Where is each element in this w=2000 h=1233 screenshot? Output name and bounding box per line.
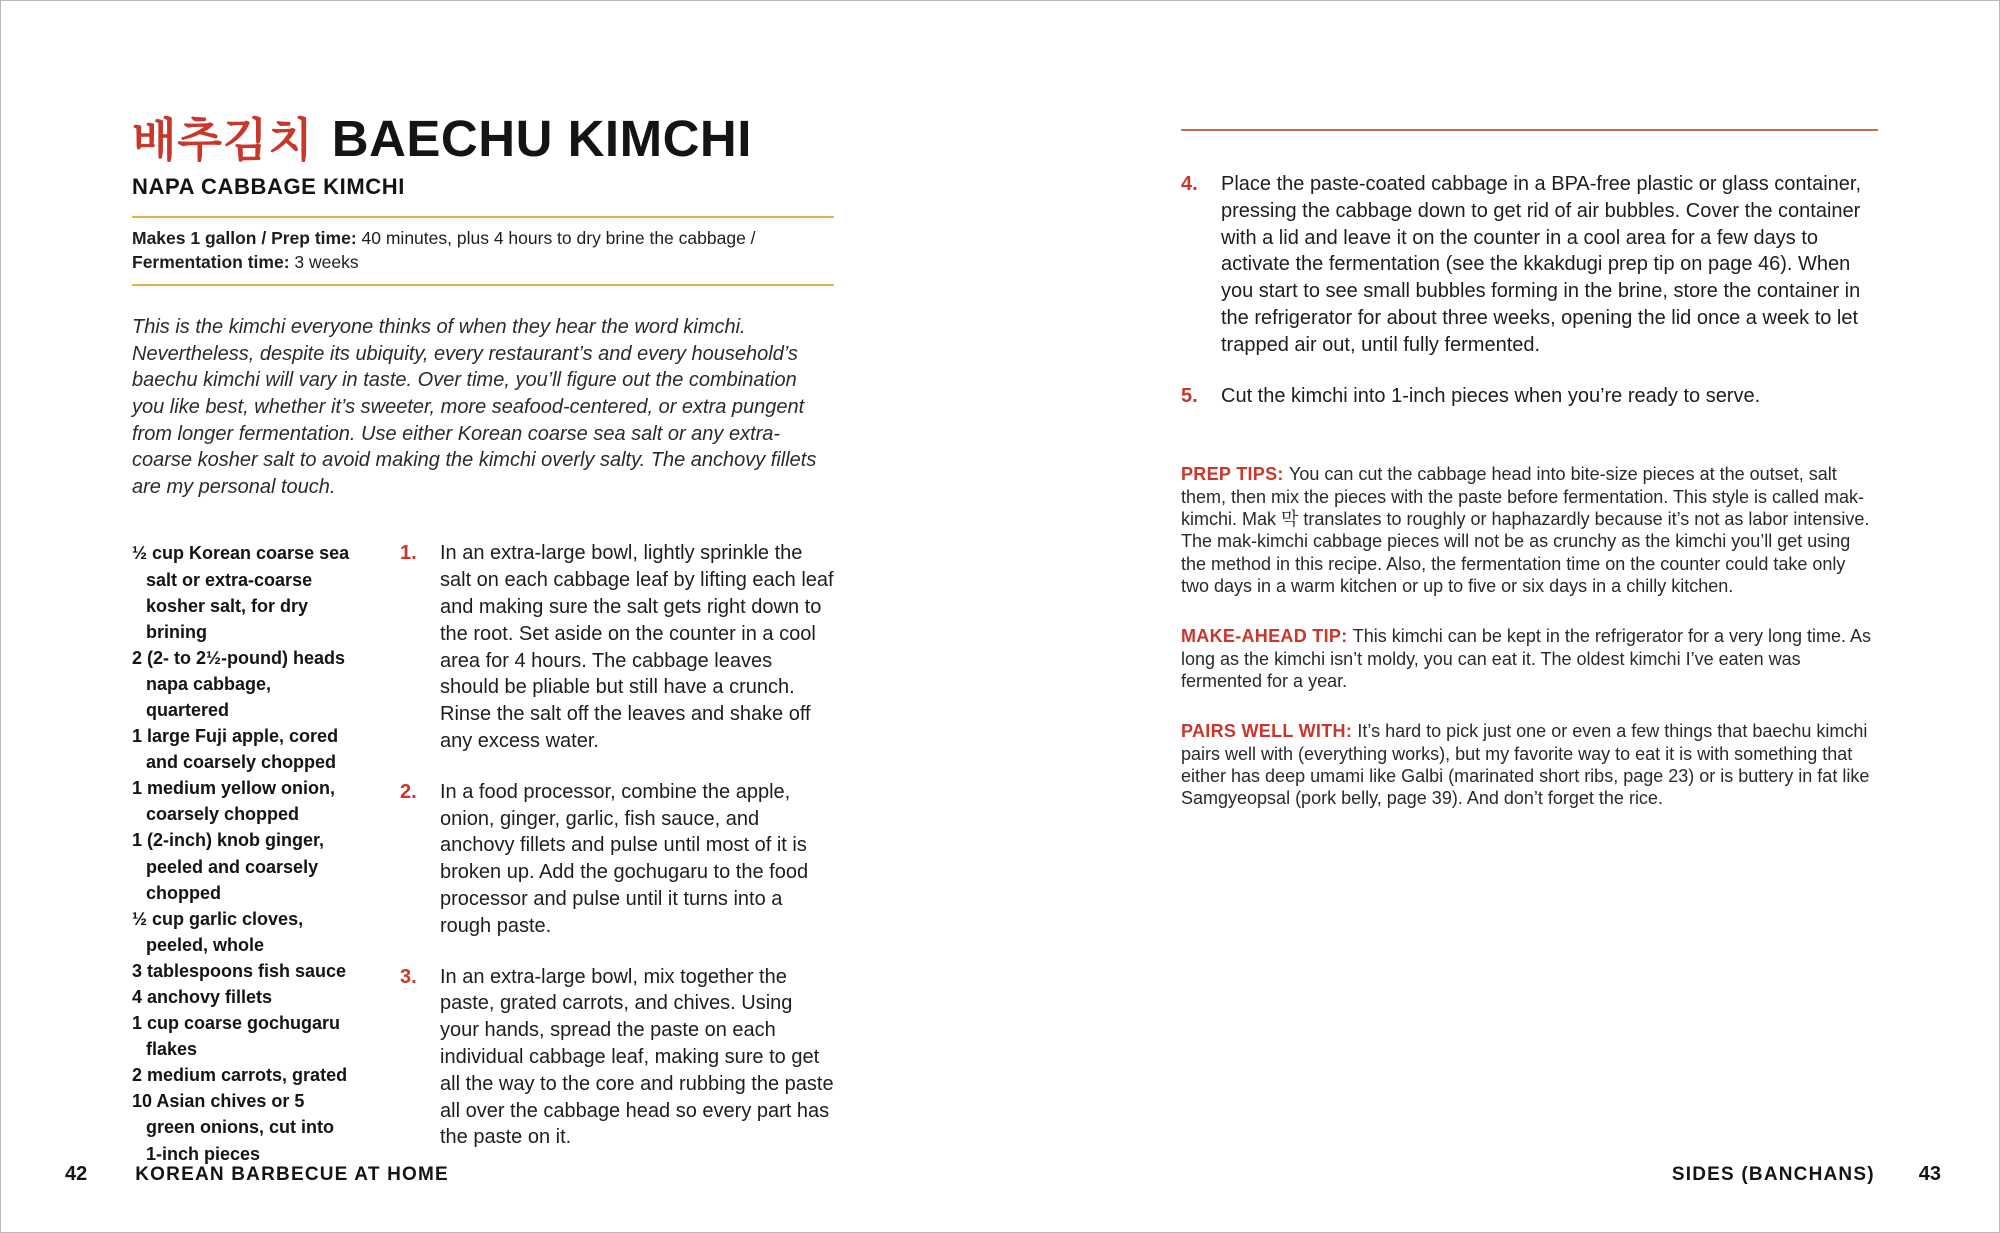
left-page-number: 42 bbox=[65, 1163, 88, 1185]
tip-text: You can cut the cabbage head into bite-size pieces at the outset, salt them, then mix the pieces with the paste before fermentation. This style is called mak-kimchi. Mak 막 translates to roughly or haphazardly because it’s not as labor intensive. The mak-kimchi cabbage pieces will not be as crunchy as the kimchi you’ll get using the method in this recipe. Also, the fermentation time on the counter could take only two days in a warm kitchen or up to five or six days in a chilly kitchen. bbox=[1181, 464, 1870, 596]
step-number: 4. bbox=[1181, 173, 1198, 195]
ingredient-item: 10 Asian chives or 5 green onions, cut into 1-inch pieces bbox=[132, 1091, 334, 1164]
recipe-subtitle: NAPA CABBAGE KIMCHI bbox=[132, 174, 405, 199]
right-page-top-rule bbox=[1181, 129, 1878, 131]
korean-title: 배추김치 bbox=[132, 114, 314, 166]
step-text: Place the paste-coated cabbage in a BPA-free plastic or glass container, pressing the cabbage down to get rid of air bubbles. Cover the container with a lid and leave it on the counter in a cool area for a few days to activate the fermentation (see the kkakdugi prep tip on page 46). When you start to see small bubbles forming in the brine, store the container in the refrigerator for about three weeks, opening the lid once a week to let trapped air out, until fully fermented. bbox=[1221, 173, 1862, 356]
tip-label: PREP TIPS: bbox=[1181, 464, 1289, 485]
ingredient-item: ½ cup Korean coarse sea salt or extra-coarse kosher salt, for dry brining bbox=[132, 543, 350, 642]
step-number: 1. bbox=[400, 542, 417, 565]
step-text: In an extra-large bowl, mix together the paste, grated carrots, and chives. Using your hands, spread the paste on each individual cabbage leaf, making sure to get all the way to the core and rubbing the paste all over the cabbage head so every part has the paste on it. bbox=[440, 965, 834, 1149]
recipe-step bbox=[400, 779, 834, 940]
ingredient-item: 1 medium yellow onion, coarsely chopped bbox=[132, 778, 336, 825]
book-title-running-head: KOREAN BARBECUE AT HOME bbox=[135, 1164, 449, 1185]
tips-section bbox=[1181, 463, 1878, 809]
tip-text: This kimchi can be kept in the refrigerator for a very long time. As long as the kimchi isn’t moldy, you can eat it. The oldest kimchi I’ve eaten was fermented for a year. bbox=[1181, 626, 1872, 691]
step-number: 2. bbox=[400, 780, 417, 803]
ingredient-item: 1 cup coarse gochugaru flakes bbox=[132, 1013, 341, 1060]
meta-segment: 40 minutes, plus 4 hours to dry brine the cabbage / bbox=[361, 228, 756, 248]
tip-label: MAKE-AHEAD TIP: bbox=[1181, 626, 1353, 647]
step-number: 3. bbox=[400, 965, 417, 988]
left-page bbox=[132, 110, 834, 1175]
tip-text: It’s hard to pick just one or even a few things that baechu kimchi pairs well with (everything works), but my favorite way to eat it is with something that either has deep umami like Galbi (marinated short ribs, page 23) or is buttery in fat like Samgyeopsal (pork belly, page 39). And don’t forget the rice. bbox=[1181, 721, 1870, 809]
ingredients-list bbox=[132, 540, 354, 1175]
ingredient-item: ½ cup garlic cloves, peeled, whole bbox=[132, 908, 304, 955]
meta-segment: 3 weeks bbox=[294, 251, 359, 272]
steps-left-column bbox=[400, 540, 834, 1175]
chapter-running-head: SIDES (BANCHANS) bbox=[1671, 1164, 1875, 1185]
ingredient-item: 2 medium carrots, grated bbox=[132, 1065, 348, 1086]
right-page bbox=[1181, 129, 1878, 837]
recipe-header bbox=[132, 110, 834, 167]
footer-right bbox=[1672, 1163, 1941, 1186]
recipe-step bbox=[1181, 383, 1878, 410]
tip-block bbox=[1181, 463, 1878, 597]
step-text: In an extra-large bowl, lightly sprinkle the salt on each cabbage leaf by lifting each leaf and making sure the salt gets right down to the root. Set aside on the counter in a cool area for 4 hours. The cabbage leaves should be pliable but still have a crunch. Rinse the salt off the leaves and shake off any excess water. bbox=[440, 542, 834, 752]
ingredient-item: 1 large Fuji apple, cored and coarsely chopped bbox=[132, 726, 339, 773]
recipe-intro: This is the kimchi everyone thinks of when they hear the word kimchi. Nevertheless, despite its ubiquity, every restaurant’s and every household’s baechu kimchi will vary in taste. Over time, you’ll figure out the combination you like best, whether it’s sweeter, more seafood-centered, or extra pungent from longer fermentation. Use either Korean coarse sea salt or any extra-coarse kosher salt to avoid making the kimchi overly salty. The anchovy fillets are my personal touch. bbox=[132, 316, 817, 498]
steps-right-column bbox=[1181, 171, 1878, 409]
tip-label: PAIRS WELL WITH: bbox=[1181, 721, 1358, 742]
meta-segment: Makes 1 gallon / Prep time: bbox=[132, 228, 362, 248]
ingredient-item: 1 (2-inch) knob ginger, peeled and coarsely chopped bbox=[132, 830, 325, 903]
meta-segment: Fermentation time: bbox=[132, 251, 295, 272]
recipe-step bbox=[400, 964, 834, 1152]
ingredient-item: 3 tablespoons fish sauce bbox=[132, 960, 347, 981]
ingredient-item: 2 (2- to 2½-pound) heads napa cabbage, quartered bbox=[132, 647, 346, 720]
step-text: In a food processor, combine the apple, onion, ginger, garlic, fish sauce, and anchovy fillets and pulse until most of it is broken up. Add the gochugaru to the food processor and pulse until it turns into a rough paste. bbox=[440, 780, 809, 937]
right-page-number: 43 bbox=[1918, 1163, 1941, 1185]
tip-block bbox=[1181, 625, 1878, 692]
step-text: Cut the kimchi into 1-inch pieces when you’re ready to serve. bbox=[1221, 384, 1761, 407]
recipe-title: BAECHU KIMCHI bbox=[331, 110, 752, 167]
tip-block bbox=[1181, 720, 1878, 809]
divider-rule-bottom bbox=[132, 284, 834, 286]
meta-line bbox=[132, 218, 834, 284]
footer-left bbox=[65, 1163, 449, 1186]
recipe-step bbox=[1181, 171, 1878, 359]
recipe-body-columns bbox=[132, 540, 834, 1175]
ingredient-item: 4 anchovy fillets bbox=[132, 987, 273, 1007]
step-number: 5. bbox=[1181, 384, 1198, 407]
recipe-step bbox=[400, 540, 834, 754]
